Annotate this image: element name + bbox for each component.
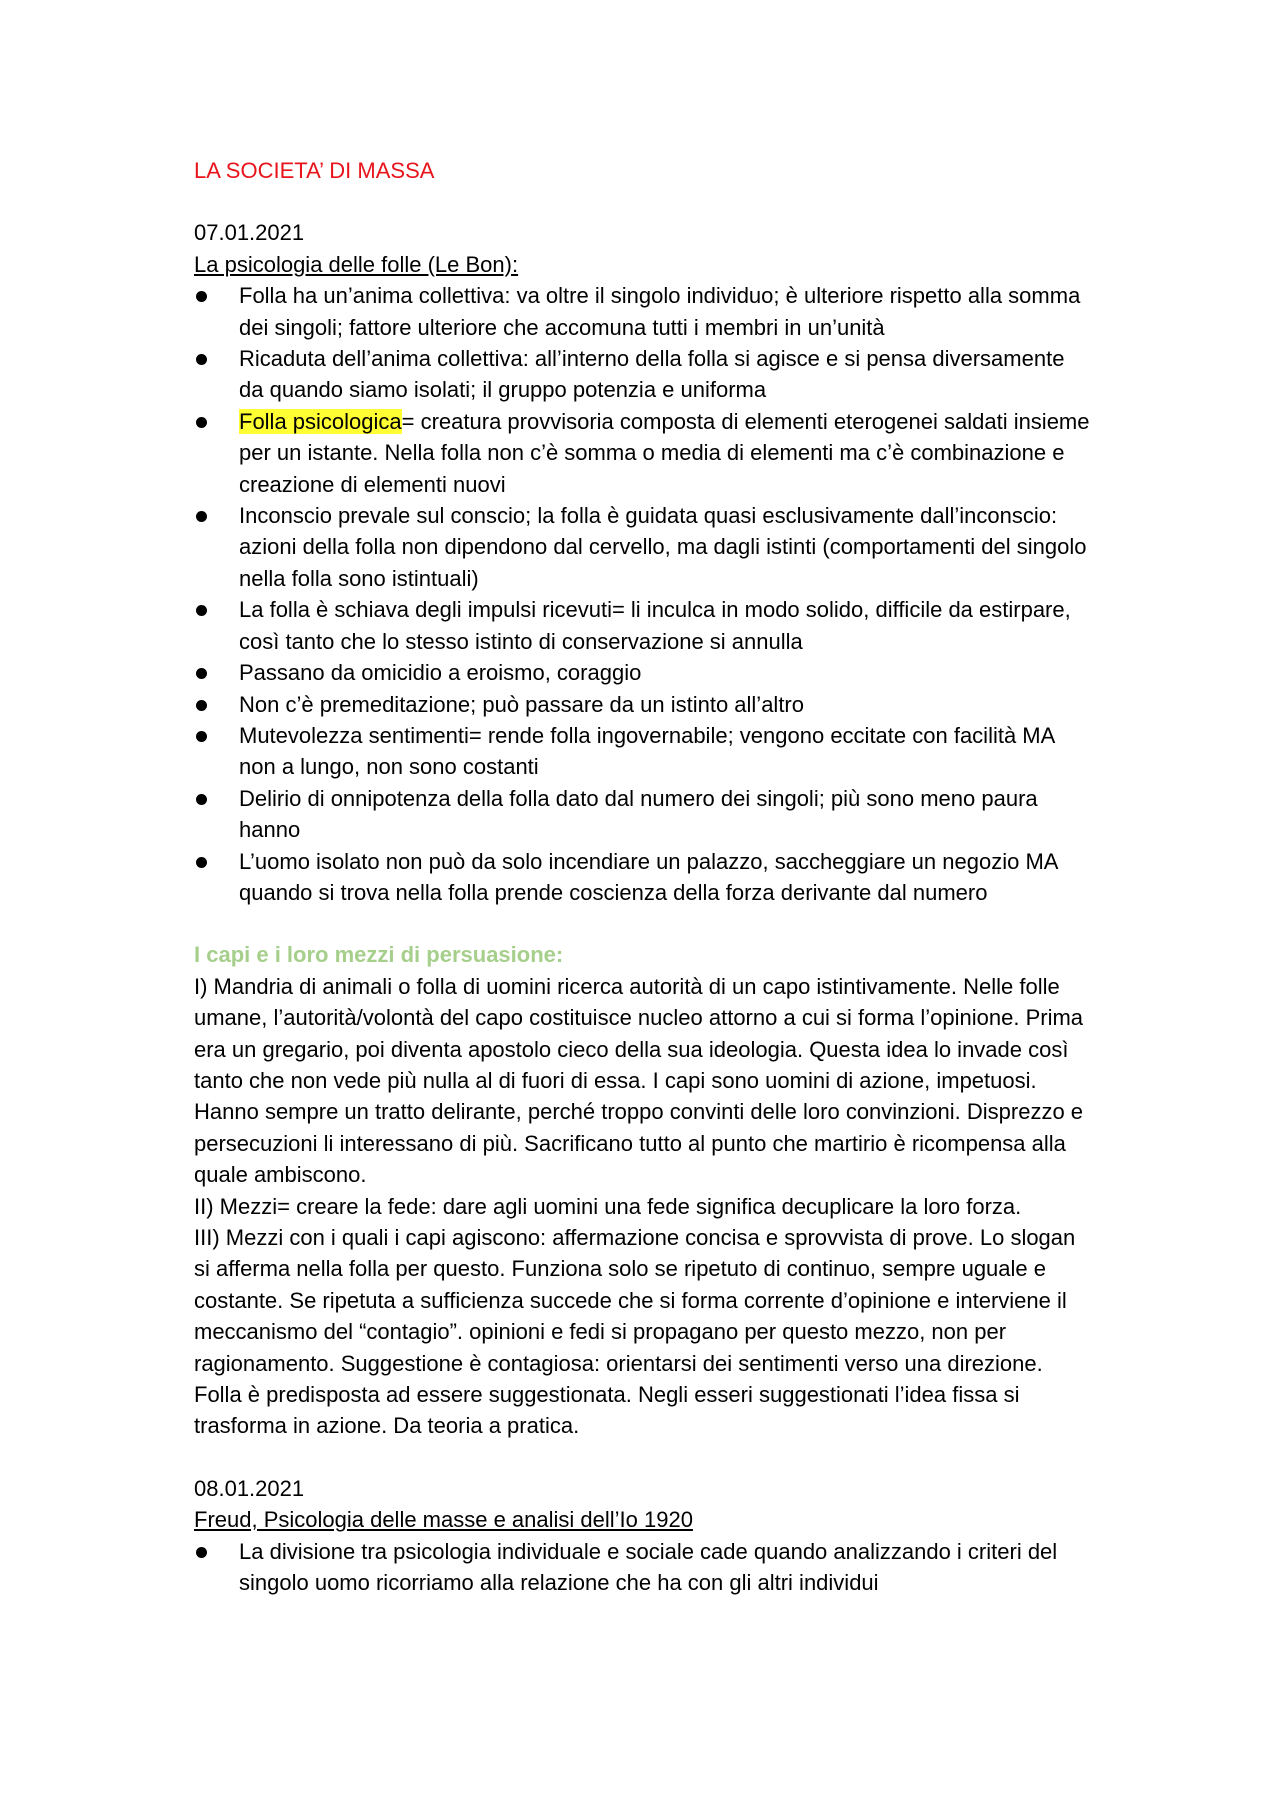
paragraph: III) Mezzi con i quali i capi agiscono: affermazione concisa e sprovvista di prove. Lo slogan si afferma nella folla per questo. Funziona solo se ripetuto di continuo, sempre uguale e costante. Se ripetuta a sufficienza succede che si forma corrente d’opinione e interviene il meccanismo del “contagio”. opinioni e fedi si propagano per questo mezzo, non per ragionamento. Suggestione è contagiosa: orientarsi dei sentimenti verso una direzione. Folla è predisposta ad essere suggestionata. Negli esseri suggestionati l’idea fissa si trasforma in azione. Da teoria a pratica. (194, 1225, 1076, 1439)
section-subheading: Freud, Psicologia delle masse e analisi dell’Io 1920 (194, 1507, 693, 1533)
blank-line (194, 186, 1094, 217)
blank-line (194, 1442, 1094, 1473)
bullet-icon (196, 511, 207, 522)
list-item (194, 594, 1094, 657)
bullet-icon (196, 354, 207, 365)
list-item (194, 657, 1094, 688)
list-item (194, 846, 1094, 909)
bullet-icon (196, 700, 207, 711)
list-item-text: La divisione tra psicologia individuale e sociale cade quando analizzando i criteri del singolo uomo ricorriamo alla relazione che ha con gli altri individui (239, 1538, 1058, 1596)
bullet-icon (196, 668, 207, 679)
bullet-list (194, 1536, 1094, 1599)
list-item-text: La folla è schiava degli impulsi ricevuti= li inculca in modo solido, difficile da estirpare, così tanto che lo stesso istinto di conservazione si annulla (239, 597, 1071, 654)
section-subheading: La psicologia delle folle (Le Bon): (194, 251, 519, 277)
list-item (194, 343, 1094, 406)
paragraph: I) Mandria di animali o folla di uomini ricerca autorità di un capo istintivamente. Nelle folle umane, l’autorità/volontà del capo costituisce nucleo attorno a cui si forma l’opinione. Prima era un gregario, poi diventa apostolo cieco della sua ideologia. Questa idea lo invade così tanto che non vede più nulla al di fuori di essa. I capi sono uomini di azione, impetuosi. Hanno sempre un tratto delirante, perché troppo convinti delle loro convinzioni. Disprezzo e persecuzioni li interessano di più. Sacrificano tutto al punto che martirio è ricompensa alla quale ambiscono. (194, 973, 1084, 1188)
paragraph: II) Mezzi= creare la fede: dare agli uomini una fede significa decuplicare la loro forza. (194, 1193, 1022, 1219)
list-item (194, 689, 1094, 720)
bullet-icon (196, 605, 207, 616)
blank-line (194, 908, 1094, 939)
section-heading: I capi e i loro mezzi di persuasione: (194, 942, 564, 968)
list-item (194, 500, 1094, 594)
bullet-icon (196, 794, 207, 805)
list-item-text: Non c’è premeditazione; può passare da un istinto all’altro (239, 691, 804, 717)
list-item-text: Mutevolezza sentimenti= rende folla ingovernabile; vengono eccitate con facilità MA non a lungo, non sono costanti (239, 722, 1055, 780)
list-item-text: Ricaduta dell’anima collettiva: all’interno della folla si agisce e si pensa diversamente da quando siamo isolati; il gruppo potenzia e uniforma (239, 346, 1065, 403)
bullet-list (194, 280, 1094, 908)
highlighted-term: Folla psicologica (239, 408, 402, 434)
list-item (194, 280, 1094, 343)
list-item-text: Delirio di onnipotenza della folla dato dal numero dei singoli; più sono meno paura hanno (239, 785, 1038, 843)
list-item-text: Folla ha un’anima collettiva: va oltre il singolo individuo; è ulteriore rispetto alla somma dei singoli; fattore ulteriore che accomuna tutti i membri in un’unità (239, 283, 1081, 340)
bullet-icon (196, 731, 207, 742)
list-item-text: = creatura provvisoria composta di elementi eterogenei saldati insieme per un istante. Nella folla non c’è somma o media di elementi ma c’è combinazione e creazione di elementi nuovi (239, 408, 1090, 497)
bullet-icon (196, 291, 207, 302)
section-date: 08.01.2021 (194, 1475, 305, 1501)
list-item (194, 406, 1094, 500)
bullet-icon (196, 1547, 207, 1558)
list-item-text: L’uomo isolato non può da solo incendiare un palazzo, saccheggiare un negozio MA quando si trova nella folla prende coscienza della forza derivante dal numero (239, 848, 1058, 905)
section-date: 07.01.2021 (194, 220, 305, 246)
bullet-icon (196, 857, 207, 868)
list-item-text: Inconscio prevale sul conscio; la folla è guidata quasi esclusivamente dall’inconscio: azioni della folla non dipendono dal cervello, ma dagli istinti (comportamenti del singolo nella folla sono istintuali) (239, 503, 1087, 591)
list-item-text: Passano da omicidio a eroismo, coraggio (239, 660, 642, 686)
bullet-icon (196, 417, 207, 428)
list-item (194, 783, 1094, 846)
list-item (194, 720, 1094, 783)
list-item (194, 1536, 1094, 1599)
document-title: LA SOCIETA’ DI MASSA (194, 158, 435, 183)
document-body (194, 155, 1094, 1598)
